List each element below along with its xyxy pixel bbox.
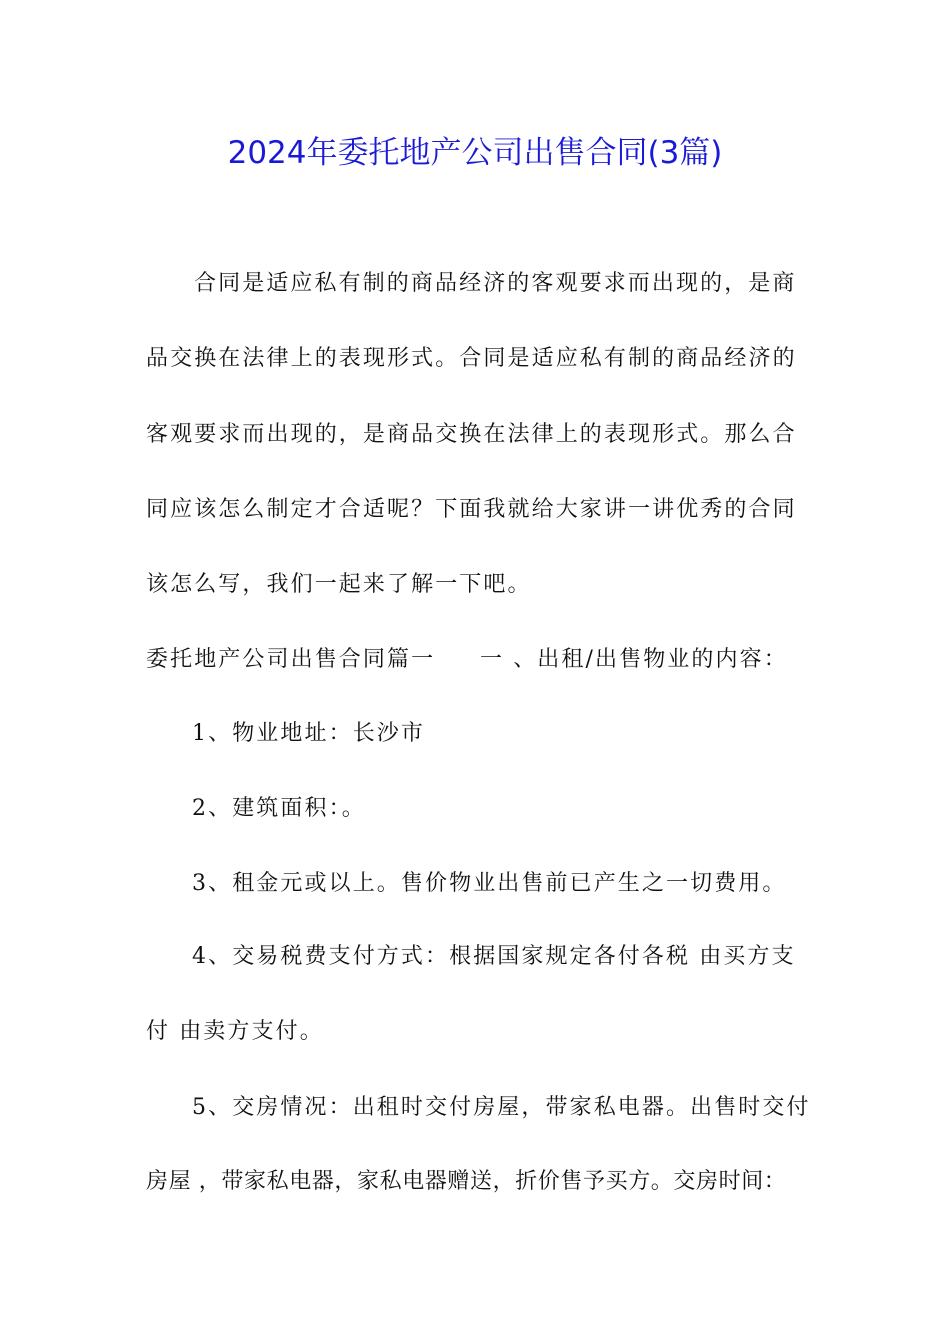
item-line-4-continued: 付 由卖方支付。 — [146, 1019, 324, 1044]
item-line-4: 4、交易税费支付方式：根据国家规定各付各税 由买方支 — [192, 944, 796, 969]
item-line-5-continued: 房屋 ，带家私电器，家私电器赠送，折价售予买方。交房时间： — [146, 1169, 787, 1194]
intro-line-2: 品交换在法律上的表现形式。合同是适应私有制的商品经济的 — [146, 346, 797, 371]
intro-line-5: 该怎么写，我们一起来了解一下吧。 — [146, 572, 532, 597]
item-line-2: 2、建筑面积：。 — [192, 796, 366, 821]
intro-line-3: 客观要求而出现的，是商品交换在法律上的表现形式。那么合 — [146, 422, 797, 447]
section-heading: 委托地产公司出售合同篇一 — [146, 647, 436, 672]
document-title: 2024年委托地产公司出售合同(3篇) — [227, 135, 723, 171]
intro-line-4: 同应该怎么制定才合适呢？下面我就给大家讲一讲优秀的合同 — [146, 497, 797, 522]
item-line-3: 3、租金元或以上。售价物业出售前已产生之一切费用。 — [192, 871, 787, 896]
intro-line-1: 合同是适应私有制的商品经济的客观要求而出现的，是商 — [194, 271, 797, 296]
item-line-1: 1、物业地址：长沙市 — [192, 721, 425, 746]
section-subheading: 一 、出租/出售物业的内容： — [480, 647, 788, 672]
item-line-5: 5、交房情况：出租时交付房屋，带家私电器。出售时交付 — [192, 1095, 811, 1120]
